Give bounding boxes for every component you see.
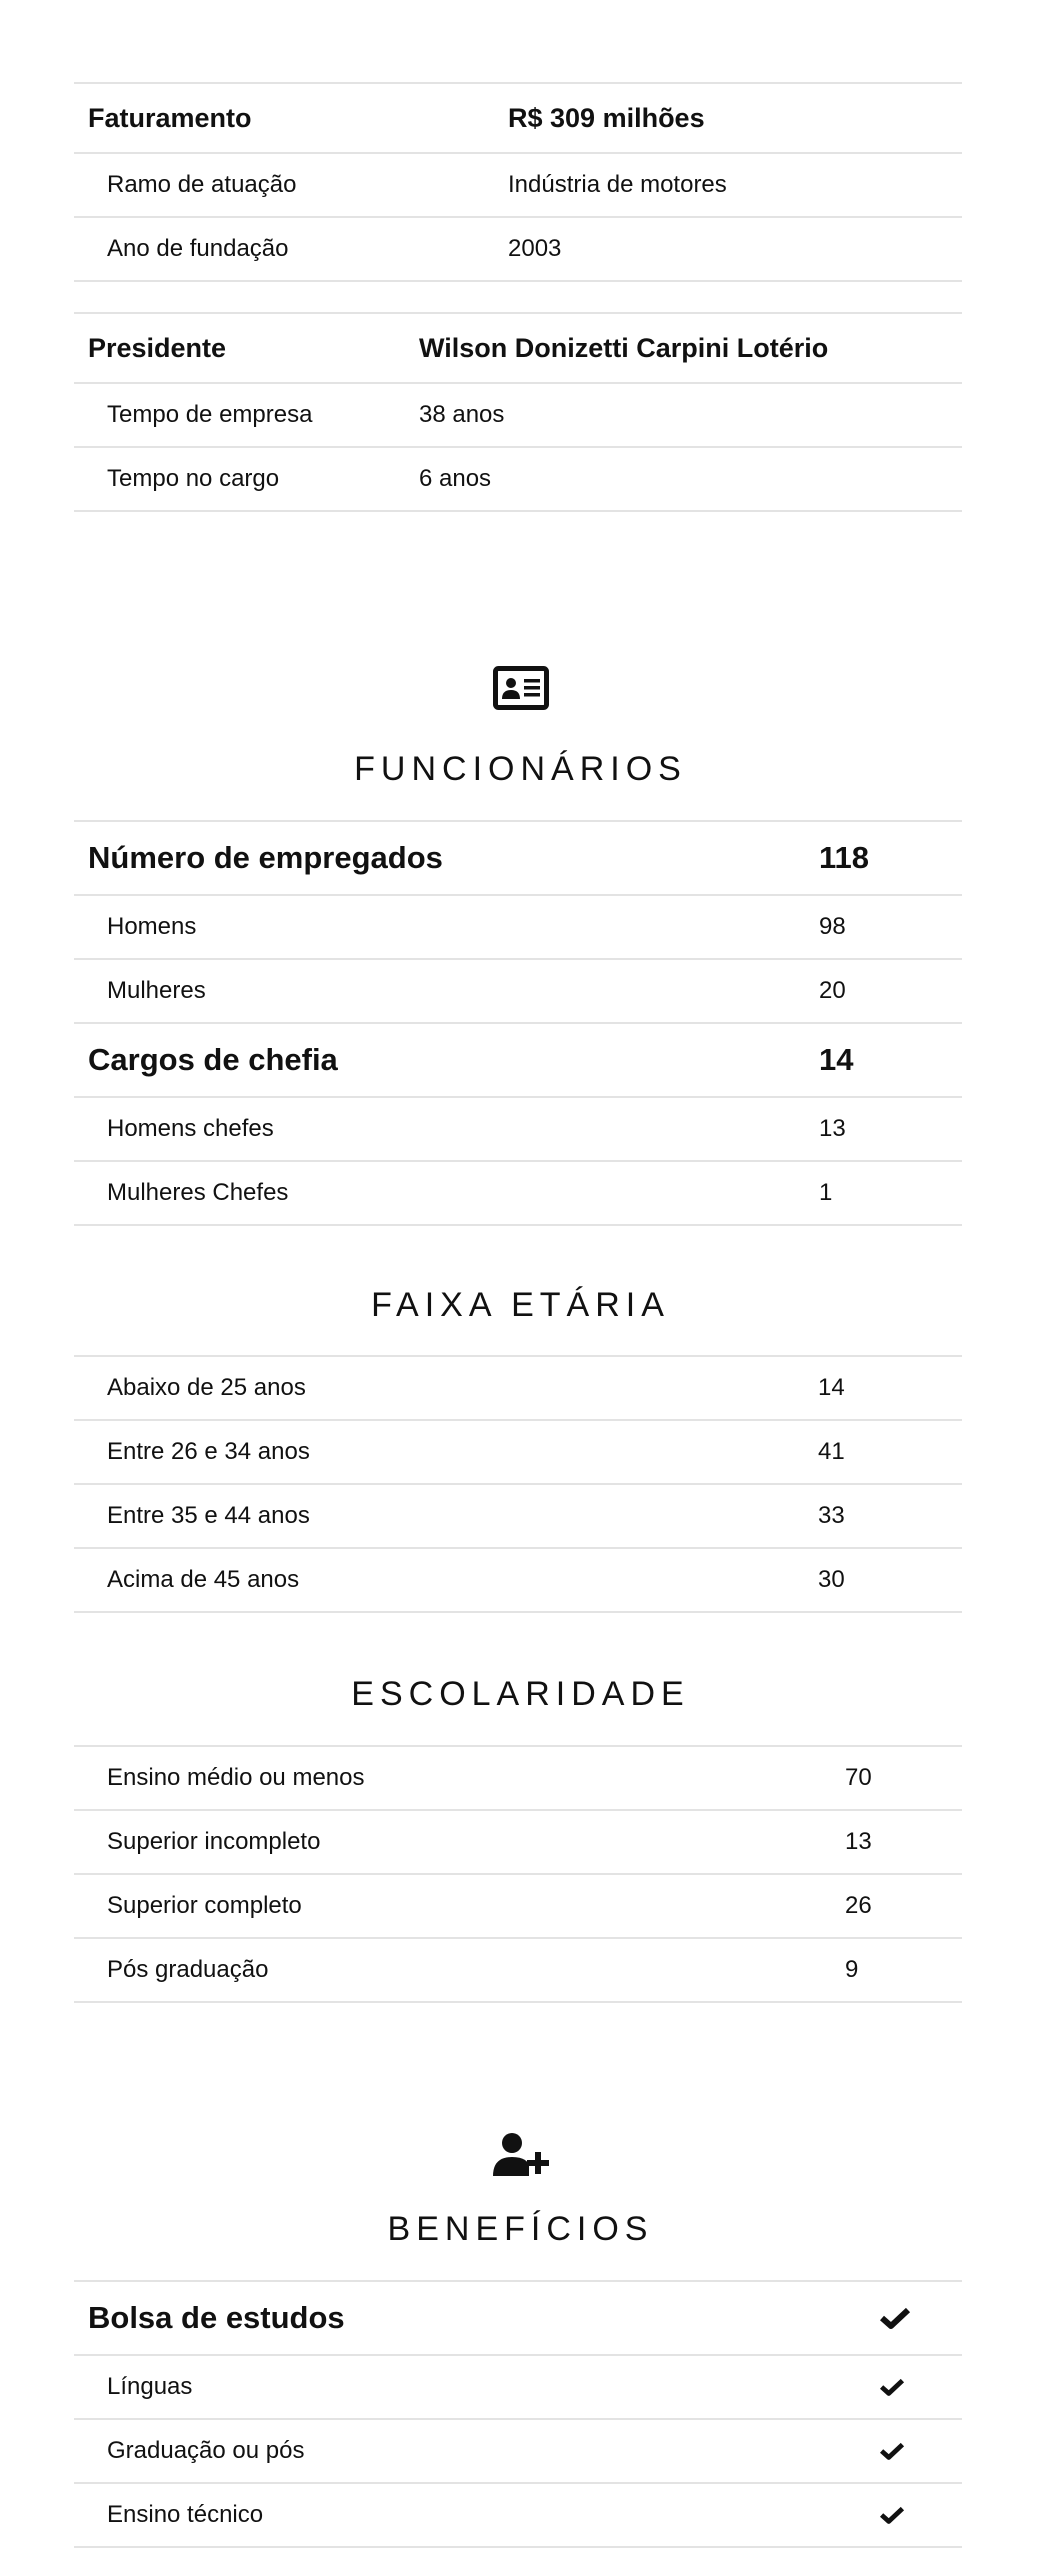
education-row-label: Superior completo bbox=[74, 1874, 845, 1938]
company-tenure-value: 38 anos bbox=[419, 383, 962, 447]
table-row bbox=[74, 313, 962, 383]
table-row bbox=[74, 1356, 962, 1420]
age-row-label: Entre 26 e 34 anos bbox=[74, 1420, 818, 1484]
education-row-value: 13 bbox=[845, 1810, 962, 1874]
male-managers-value: 13 bbox=[819, 1097, 962, 1161]
total-employees-label: Número de empregados bbox=[74, 821, 819, 895]
management-value: 14 bbox=[819, 1023, 962, 1097]
age-row-label: Entre 35 e 44 anos bbox=[74, 1484, 818, 1548]
employees-table bbox=[74, 820, 962, 1226]
education-row-label: Pós graduação bbox=[74, 1938, 845, 2002]
check-icon bbox=[880, 2307, 910, 2329]
female-managers-value: 1 bbox=[819, 1161, 962, 1225]
employees-section-title: FUNCIONÁRIOS bbox=[354, 750, 687, 788]
benefit-row-label: Bolsa de estudos bbox=[74, 2281, 880, 2355]
male-managers-label: Homens chefes bbox=[74, 1097, 819, 1161]
benefit-check-cell bbox=[880, 2281, 962, 2355]
table-row bbox=[74, 383, 962, 447]
table-row bbox=[74, 1938, 962, 2002]
table-row bbox=[74, 1420, 962, 1484]
age-row-value: 14 bbox=[818, 1356, 962, 1420]
benefit-row-label: Ensino técnico bbox=[74, 2483, 880, 2547]
table-row bbox=[74, 1097, 962, 1161]
education-table-wrapper bbox=[74, 1745, 962, 2003]
table-row bbox=[74, 2483, 962, 2547]
age-row-value: 30 bbox=[818, 1548, 962, 1612]
age-range-table bbox=[74, 1355, 962, 1613]
check-icon bbox=[880, 2442, 904, 2460]
revenue-label: Faturamento bbox=[74, 83, 508, 153]
check-icon bbox=[880, 2378, 904, 2396]
founded-label: Ano de fundação bbox=[74, 217, 508, 281]
benefit-row-label: Línguas bbox=[74, 2355, 880, 2419]
company-table-wrapper bbox=[74, 82, 962, 282]
education-row-value: 9 bbox=[845, 1938, 962, 2002]
table-row bbox=[74, 2281, 962, 2355]
sector-label: Ramo de atuação bbox=[74, 153, 508, 217]
table-row bbox=[74, 83, 962, 153]
table-row bbox=[74, 821, 962, 895]
education-row-label: Ensino médio ou menos bbox=[74, 1746, 845, 1810]
age-row-label: Acima de 45 anos bbox=[74, 1548, 818, 1612]
president-info-table bbox=[74, 312, 962, 512]
id-card-icon bbox=[493, 666, 549, 710]
table-row bbox=[74, 959, 962, 1023]
employees-icon-wrapper bbox=[0, 666, 1041, 710]
age-row-label: Abaixo de 25 anos bbox=[74, 1356, 818, 1420]
table-row bbox=[74, 217, 962, 281]
president-name: Wilson Donizetti Carpini Lotério bbox=[419, 313, 962, 383]
company-info-table bbox=[74, 82, 962, 282]
sector-value: Indústria de motores bbox=[508, 153, 962, 217]
table-row bbox=[74, 1746, 962, 1810]
benefit-check-cell bbox=[880, 2419, 962, 2483]
table-row bbox=[74, 1023, 962, 1097]
age-range-section-title: FAIXA ETÁRIA bbox=[371, 1286, 670, 1324]
management-label: Cargos de chefia bbox=[74, 1023, 819, 1097]
benefit-row-label: Graduação ou pós bbox=[74, 2419, 880, 2483]
education-table bbox=[74, 1745, 962, 2003]
table-row bbox=[74, 1810, 962, 1874]
benefits-table bbox=[74, 2280, 962, 2548]
benefits-table-wrapper bbox=[74, 2280, 962, 2548]
role-tenure-value: 6 anos bbox=[419, 447, 962, 511]
role-tenure-label: Tempo no cargo bbox=[74, 447, 419, 511]
employees-table-wrapper bbox=[74, 820, 962, 1226]
benefit-check-cell bbox=[880, 2355, 962, 2419]
age-range-table-wrapper bbox=[74, 1355, 962, 1613]
check-icon bbox=[880, 2506, 904, 2524]
education-row-value: 26 bbox=[845, 1874, 962, 1938]
men-label: Homens bbox=[74, 895, 819, 959]
table-row bbox=[74, 1874, 962, 1938]
men-value: 98 bbox=[819, 895, 962, 959]
education-section-title: ESCOLARIDADE bbox=[351, 1675, 690, 1713]
benefits-section-title: BENEFÍCIOS bbox=[387, 2210, 654, 2248]
age-row-value: 41 bbox=[818, 1420, 962, 1484]
table-row bbox=[74, 2419, 962, 2483]
benefits-icon-wrapper bbox=[0, 2132, 1041, 2176]
user-plus-icon bbox=[492, 2132, 550, 2176]
table-row bbox=[74, 2355, 962, 2419]
total-employees-value: 118 bbox=[819, 821, 962, 895]
education-row-label: Superior incompleto bbox=[74, 1810, 845, 1874]
education-row-value: 70 bbox=[845, 1746, 962, 1810]
benefit-check-cell bbox=[880, 2483, 962, 2547]
women-value: 20 bbox=[819, 959, 962, 1023]
table-row bbox=[74, 447, 962, 511]
table-row bbox=[74, 153, 962, 217]
president-table-wrapper bbox=[74, 312, 962, 512]
table-row bbox=[74, 1548, 962, 1612]
founded-value: 2003 bbox=[508, 217, 962, 281]
age-row-value: 33 bbox=[818, 1484, 962, 1548]
company-tenure-label: Tempo de empresa bbox=[74, 383, 419, 447]
women-label: Mulheres bbox=[74, 959, 819, 1023]
revenue-value: R$ 309 milhões bbox=[508, 83, 962, 153]
female-managers-label: Mulheres Chefes bbox=[74, 1161, 819, 1225]
table-row bbox=[74, 895, 962, 959]
table-row bbox=[74, 1484, 962, 1548]
president-label: Presidente bbox=[74, 313, 419, 383]
table-row bbox=[74, 1161, 962, 1225]
